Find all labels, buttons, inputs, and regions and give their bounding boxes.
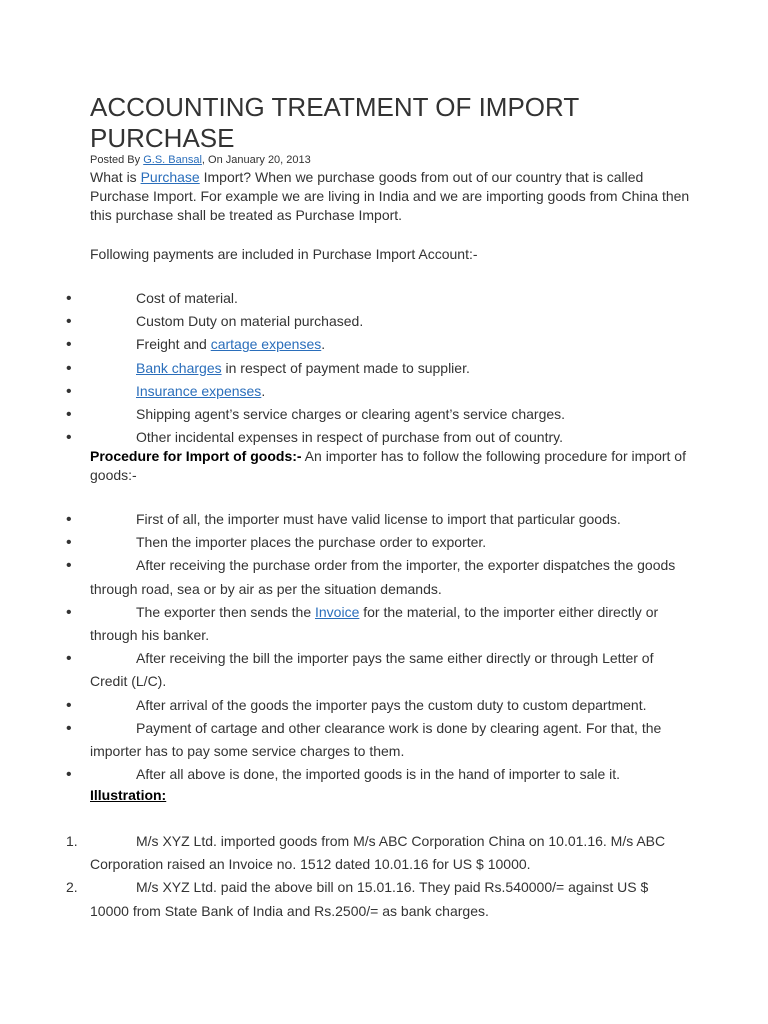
bullet-icon: • xyxy=(66,313,72,331)
payment-item-text xyxy=(136,360,470,376)
inline-link[interactable]: Bank charges xyxy=(136,359,222,376)
illustration-item xyxy=(0,876,768,922)
inline-link[interactable]: Invoice xyxy=(315,603,360,620)
posted-by-label: Posted By xyxy=(90,154,141,166)
payment-item xyxy=(0,310,768,333)
bullet-icon: • xyxy=(66,766,72,784)
procedure-step-text: After receiving the purchase order from the importer, the exporter dispatches the goods through road, sea or by air as per the situation demands. xyxy=(90,557,676,597)
intro-text-end: Import? When we purchase goods from out of our country that is called Purchase Import. For example we are living in India and we are importing goods from China then this purchase shall be treated as Purchase Import. xyxy=(90,169,690,223)
payments-intro: Following payments are included in Purchase Import Account:- xyxy=(90,246,478,262)
procedure-step xyxy=(0,601,768,647)
illustration-item xyxy=(0,830,768,876)
item-text-after: . xyxy=(321,336,326,353)
bullet-icon: • xyxy=(66,382,72,400)
article-title: ACCOUNTING TREATMENT OF IMPORT PURCHASE xyxy=(90,92,579,153)
item-text-before: Freight and xyxy=(136,336,211,353)
payment-item xyxy=(0,380,768,403)
payment-item xyxy=(0,357,768,380)
payment-item-text: Other incidental expenses in respect of purchase from out of country. xyxy=(136,429,563,446)
bullet-icon: • xyxy=(66,696,72,714)
procedure-step-text: After all above is done, the imported goods is in the hand of importer to sale it. xyxy=(136,766,621,783)
payment-item xyxy=(0,287,768,310)
intro-paragraph xyxy=(90,168,690,225)
bullet-icon: • xyxy=(66,406,72,424)
procedure-step xyxy=(0,717,768,763)
bullet-icon: • xyxy=(66,429,72,447)
inline-link[interactable]: cartage expenses xyxy=(210,336,322,353)
procedure-step xyxy=(0,647,768,693)
bullet-icon: • xyxy=(66,557,72,575)
post-meta xyxy=(90,153,311,167)
illustration-item-text: M/s XYZ Ltd. imported goods from M/s ABC Corporation China on 10.01.16. M/s ABC Corporation raised an Invoice no. 1512 dated 10.01.16 for US $ 10000. xyxy=(90,833,666,873)
payment-item-text: Cost of material. xyxy=(136,290,238,306)
procedure-step-text: First of all, the importer must have valid license to import that particular goods. xyxy=(136,511,621,527)
item-number: 1. xyxy=(66,833,78,849)
procedure-step xyxy=(0,694,768,717)
bullet-icon: • xyxy=(66,719,72,737)
payment-item-text xyxy=(136,336,325,352)
bullet-icon: • xyxy=(66,511,72,528)
procedure-step-text: Payment of cartage and other clearance work is done by clearing agent. For that, the importer has to pay some service charges to them. xyxy=(90,719,662,760)
item-text-after: in respect of payment made to supplier. xyxy=(221,359,470,376)
procedure-paragraph xyxy=(90,447,690,485)
illustration-item-text: M/s XYZ Ltd. paid the above bill on 15.01.16. They paid Rs.540000/= against US $ 10000 from State Bank of India and Rs.2500/= as bank charges. xyxy=(90,879,649,919)
item-number: 2. xyxy=(66,879,78,896)
item-text-before: The exporter then sends the xyxy=(136,603,315,620)
payment-item-text xyxy=(136,383,265,399)
item-text-after: . xyxy=(261,382,266,399)
payment-item-text: Custom Duty on material purchased. xyxy=(136,313,364,330)
procedure-step-text: After receiving the bill the importer pays the same either directly or through Letter of Credit (L/C). xyxy=(90,650,654,690)
bullet-icon: • xyxy=(66,650,72,668)
bullet-icon: • xyxy=(66,290,72,307)
illustration-heading: Illustration: xyxy=(90,787,167,803)
item-text-after: for the material, to the importer either directly or through his banker. xyxy=(90,603,659,644)
procedure-step-text: After arrival of the goods the importer pays the custom duty to custom department. xyxy=(136,696,647,713)
procedure-step xyxy=(0,531,768,554)
bullet-icon: • xyxy=(66,359,72,377)
procedure-step-text xyxy=(90,601,680,647)
procedure-step xyxy=(0,554,768,600)
intro-text-start: What is xyxy=(90,169,141,185)
procedure-step xyxy=(0,508,768,531)
procedure-text: An importer has to follow the following procedure for import of goods:- xyxy=(90,448,686,483)
bullet-icon: • xyxy=(66,534,72,552)
post-date: , On January 20, 2013 xyxy=(201,154,311,166)
procedure-steps-list xyxy=(0,508,768,786)
procedure-heading: Procedure for Import of goods:- xyxy=(90,448,302,464)
author-link[interactable]: G.S. Bansal xyxy=(143,154,202,166)
bullet-icon: • xyxy=(66,603,72,621)
procedure-step xyxy=(0,763,768,786)
payment-item xyxy=(0,426,768,449)
procedure-step-text: Then the importer places the purchase order to exporter. xyxy=(136,534,487,551)
illustration-list xyxy=(0,830,768,923)
payment-item-text: Shipping agent’s service charges or clearing agent’s service charges. xyxy=(136,406,566,423)
payment-item xyxy=(0,403,768,426)
payment-item xyxy=(0,333,768,356)
bullet-icon: • xyxy=(66,336,72,354)
inline-link[interactable]: Insurance expenses xyxy=(136,382,262,399)
payments-list xyxy=(0,287,768,449)
purchase-link[interactable]: Purchase xyxy=(140,169,200,185)
